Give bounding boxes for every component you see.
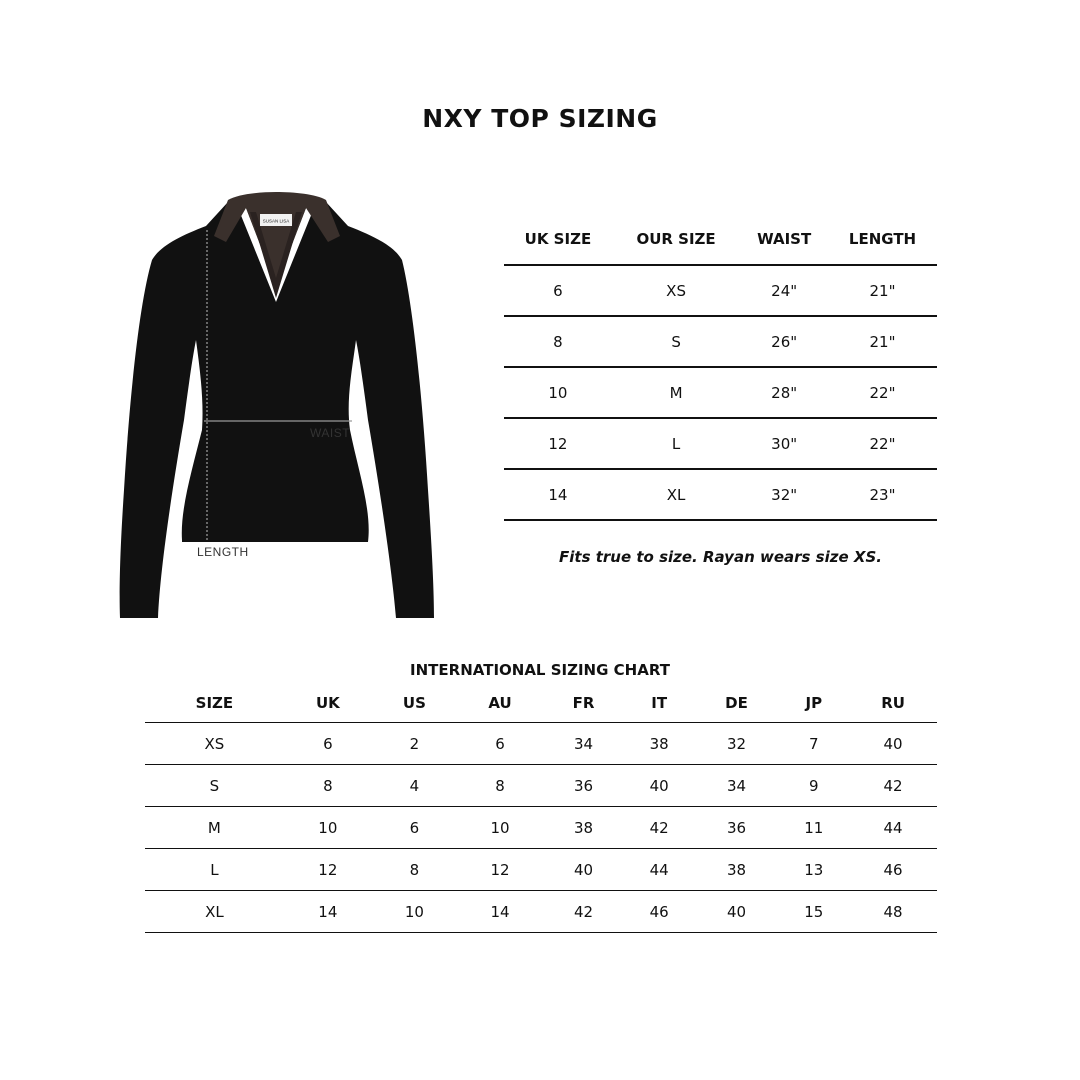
cell-uk: 10 bbox=[284, 807, 372, 849]
cell-au: 12 bbox=[457, 849, 543, 891]
cell-jp: 11 bbox=[778, 807, 849, 849]
header-our-size: OUR SIZE bbox=[612, 214, 740, 265]
cell-uk: 8 bbox=[284, 765, 372, 807]
table-row bbox=[145, 765, 937, 807]
cell-au: 6 bbox=[457, 723, 543, 765]
cell-fr: 34 bbox=[543, 723, 624, 765]
header-de: DE bbox=[695, 684, 779, 723]
table-row bbox=[504, 469, 937, 520]
long-sleeve-top-illustration bbox=[110, 190, 450, 630]
length-label: LENGTH bbox=[197, 545, 249, 559]
header-us: US bbox=[372, 684, 457, 723]
cell-uk-size: 6 bbox=[504, 265, 612, 316]
waist-label: WAIST bbox=[310, 426, 351, 440]
cell-uk: 12 bbox=[284, 849, 372, 891]
cell-waist: 30" bbox=[740, 418, 828, 469]
cell-our-size: XL bbox=[612, 469, 740, 520]
fit-note: Fits true to size. Rayan wears size XS. bbox=[559, 548, 882, 566]
cell-de: 36 bbox=[695, 807, 779, 849]
intl-sizing-table bbox=[145, 684, 937, 933]
table-row bbox=[504, 367, 937, 418]
cell-size: S bbox=[145, 765, 284, 807]
cell-jp: 13 bbox=[778, 849, 849, 891]
cell-our-size: XS bbox=[612, 265, 740, 316]
intl-table-header-row bbox=[145, 684, 937, 723]
cell-de: 38 bbox=[695, 849, 779, 891]
header-waist: WAIST bbox=[740, 214, 828, 265]
cell-us: 2 bbox=[372, 723, 457, 765]
cell-us: 6 bbox=[372, 807, 457, 849]
cell-au: 10 bbox=[457, 807, 543, 849]
table-row bbox=[145, 807, 937, 849]
header-fr: FR bbox=[543, 684, 624, 723]
cell-uk: 6 bbox=[284, 723, 372, 765]
cell-uk: 14 bbox=[284, 891, 372, 933]
cell-our-size: M bbox=[612, 367, 740, 418]
intl-chart-title: INTERNATIONAL SIZING CHART bbox=[410, 661, 670, 679]
cell-jp: 15 bbox=[778, 891, 849, 933]
header-size: SIZE bbox=[145, 684, 284, 723]
cell-it: 44 bbox=[624, 849, 695, 891]
header-it: IT bbox=[624, 684, 695, 723]
table-row bbox=[504, 418, 937, 469]
cell-ru: 40 bbox=[849, 723, 937, 765]
cell-de: 34 bbox=[695, 765, 779, 807]
cell-size: XS bbox=[145, 723, 284, 765]
cell-waist: 32" bbox=[740, 469, 828, 520]
cell-fr: 40 bbox=[543, 849, 624, 891]
cell-uk-size: 14 bbox=[504, 469, 612, 520]
cell-our-size: L bbox=[612, 418, 740, 469]
cell-ru: 42 bbox=[849, 765, 937, 807]
cell-length: 21" bbox=[828, 265, 937, 316]
cell-us: 10 bbox=[372, 891, 457, 933]
cell-jp: 9 bbox=[778, 765, 849, 807]
cell-ru: 44 bbox=[849, 807, 937, 849]
cell-it: 46 bbox=[624, 891, 695, 933]
cell-waist: 28" bbox=[740, 367, 828, 418]
cell-waist: 26" bbox=[740, 316, 828, 367]
cell-size: XL bbox=[145, 891, 284, 933]
header-uk-size: UK SIZE bbox=[504, 214, 612, 265]
cell-de: 40 bbox=[695, 891, 779, 933]
table-row bbox=[504, 316, 937, 367]
table-row bbox=[504, 265, 937, 316]
header-ru: RU bbox=[849, 684, 937, 723]
cell-uk-size: 10 bbox=[504, 367, 612, 418]
cell-it: 42 bbox=[624, 807, 695, 849]
size-table-header-row bbox=[504, 214, 937, 265]
table-row bbox=[145, 723, 937, 765]
cell-jp: 7 bbox=[778, 723, 849, 765]
cell-us: 8 bbox=[372, 849, 457, 891]
cell-length: 23" bbox=[828, 469, 937, 520]
cell-us: 4 bbox=[372, 765, 457, 807]
cell-au: 14 bbox=[457, 891, 543, 933]
brand-tag-text: SUSAN LISA bbox=[262, 218, 290, 224]
header-length: LENGTH bbox=[828, 214, 937, 265]
size-table bbox=[504, 214, 937, 521]
cell-it: 40 bbox=[624, 765, 695, 807]
cell-length: 21" bbox=[828, 316, 937, 367]
cell-uk-size: 8 bbox=[504, 316, 612, 367]
header-uk: UK bbox=[284, 684, 372, 723]
cell-it: 38 bbox=[624, 723, 695, 765]
cell-size: L bbox=[145, 849, 284, 891]
header-au: AU bbox=[457, 684, 543, 723]
cell-length: 22" bbox=[828, 367, 937, 418]
cell-au: 8 bbox=[457, 765, 543, 807]
cell-uk-size: 12 bbox=[504, 418, 612, 469]
cell-fr: 42 bbox=[543, 891, 624, 933]
cell-waist: 24" bbox=[740, 265, 828, 316]
table-row bbox=[145, 849, 937, 891]
cell-ru: 46 bbox=[849, 849, 937, 891]
cell-fr: 38 bbox=[543, 807, 624, 849]
table-row bbox=[145, 891, 937, 933]
garment-diagram bbox=[110, 190, 450, 630]
cell-size: M bbox=[145, 807, 284, 849]
cell-fr: 36 bbox=[543, 765, 624, 807]
cell-de: 32 bbox=[695, 723, 779, 765]
cell-ru: 48 bbox=[849, 891, 937, 933]
cell-our-size: S bbox=[612, 316, 740, 367]
cell-length: 22" bbox=[828, 418, 937, 469]
page-title: NXY TOP SIZING bbox=[422, 104, 658, 133]
header-jp: JP bbox=[778, 684, 849, 723]
